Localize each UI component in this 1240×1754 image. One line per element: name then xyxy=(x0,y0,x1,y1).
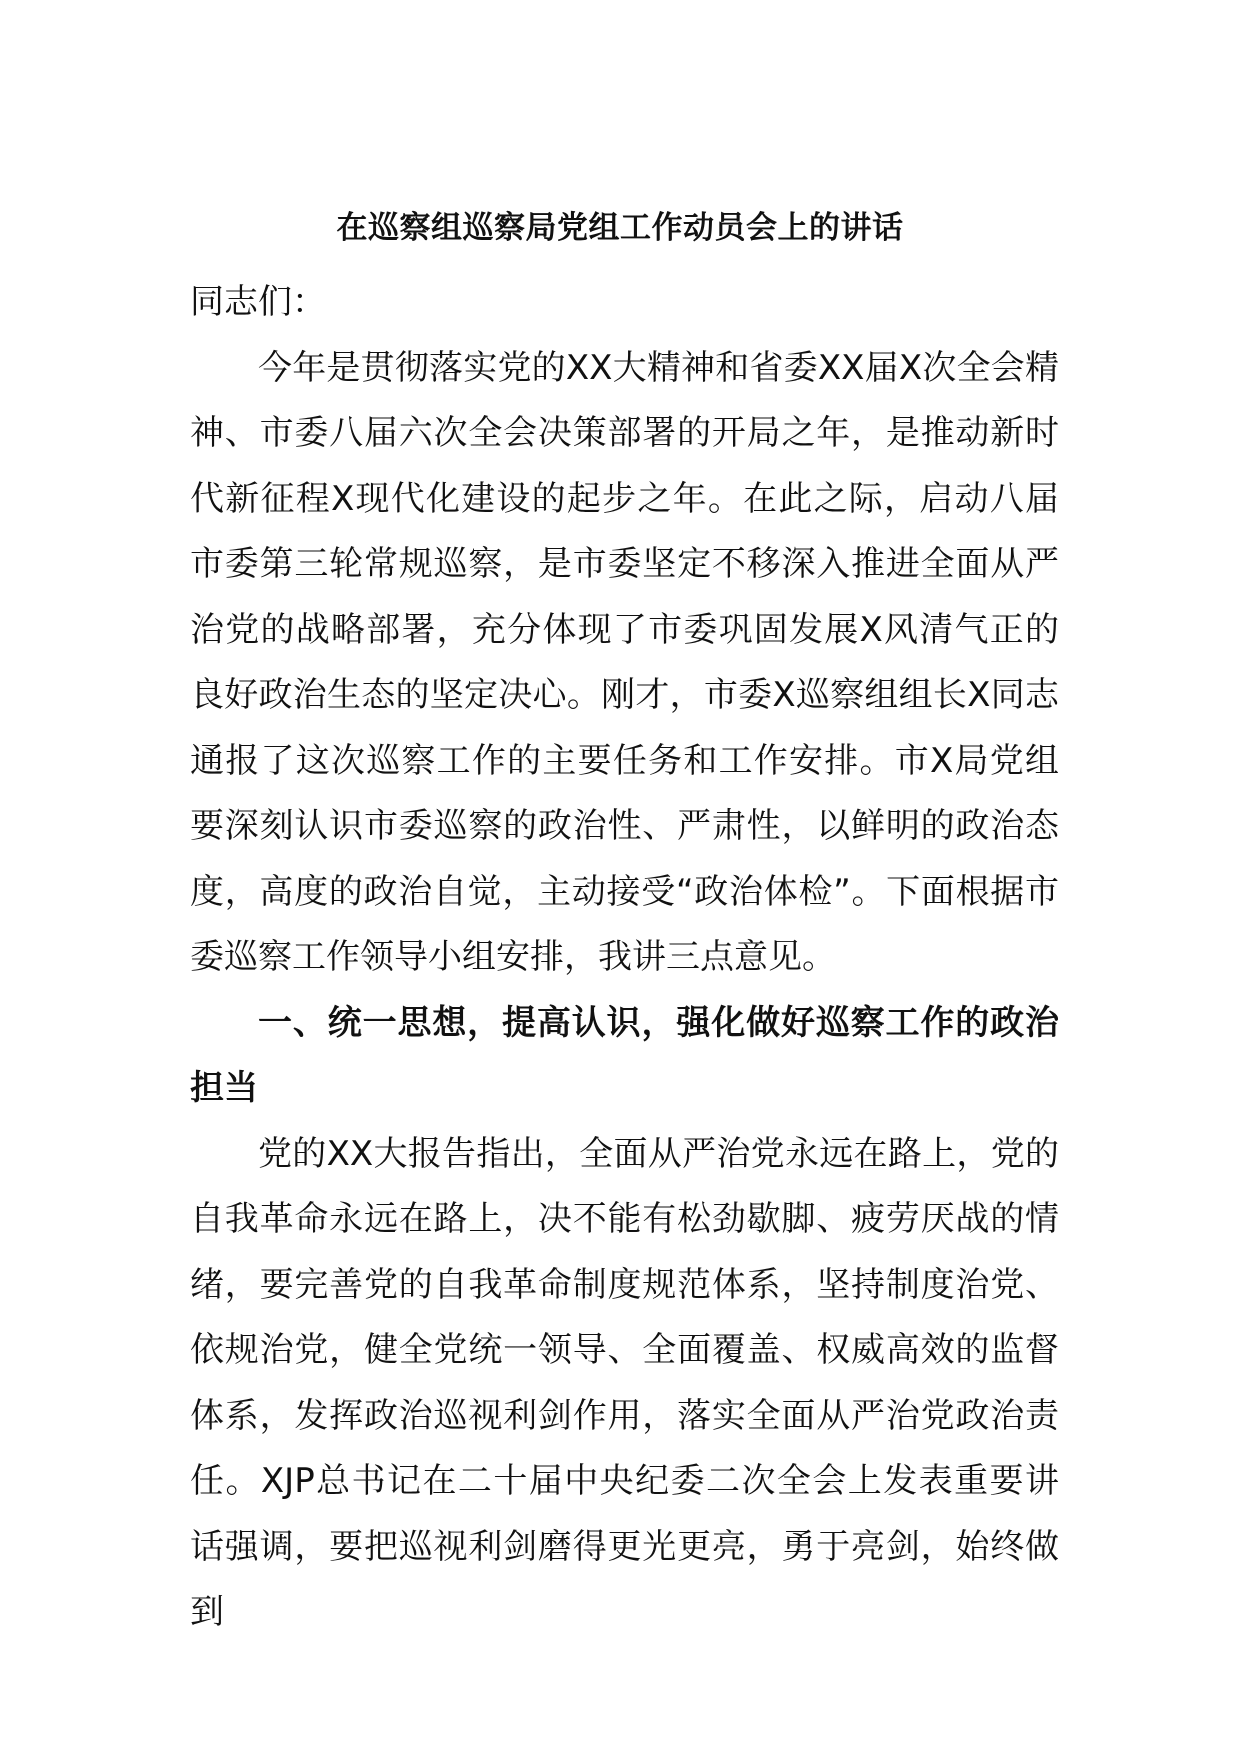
body-paragraph: 今年是贯彻落实党的XX大精神和省委XX届X次全会精神、市委八届六次全会决策部署的开局之年，是推动新时代新征程X现代化建设的起步之年。在此之际，启动八届市委第三轮常规巡察，是市委坚定不移深入推进全面从严治党的战略部署，充分体现了市委巩固发展X风清气正的良好政治生态的坚定决心。刚才，市委X巡察组组长X同志通报了这次巡察工作的主要任务和工作安排。市X局党组要深刻认识市委巡察的政治性、严肃性，以鲜明的政治态度，高度的政治自觉，主动接受“政治体检”。下面根据市委巡察工作领导小组安排，我讲三点意见。 xyxy=(190,347,1059,977)
document-title: 在巡察组巡察局党组工作动员会上的讲话 xyxy=(336,210,904,246)
document-body xyxy=(190,270,1059,1646)
section-paragraph: 党的XX大报告指出，全面从严治党永远在路上，党的自我革命永远在路上，决不能有松劲歇脚、疲劳厌战的情绪，要完善党的自我革命制度规范体系，坚持制度治党、依规治党，健全党统一领导、全面覆盖、权威高效的监督体系，发挥政治巡视利剑作用，落实全面从严治党政治责任。XJP总书记在二十届中央纪委二次全会上发表重要讲话强调，要把巡视利剑磨得更光更亮，勇于亮剑，始终做到 xyxy=(190,1133,1059,1632)
salutation: 同志们： xyxy=(190,282,326,322)
section-heading: 一、统一思想，提高认识，强化做好巡察工作的政治担当 xyxy=(190,1002,1059,1108)
